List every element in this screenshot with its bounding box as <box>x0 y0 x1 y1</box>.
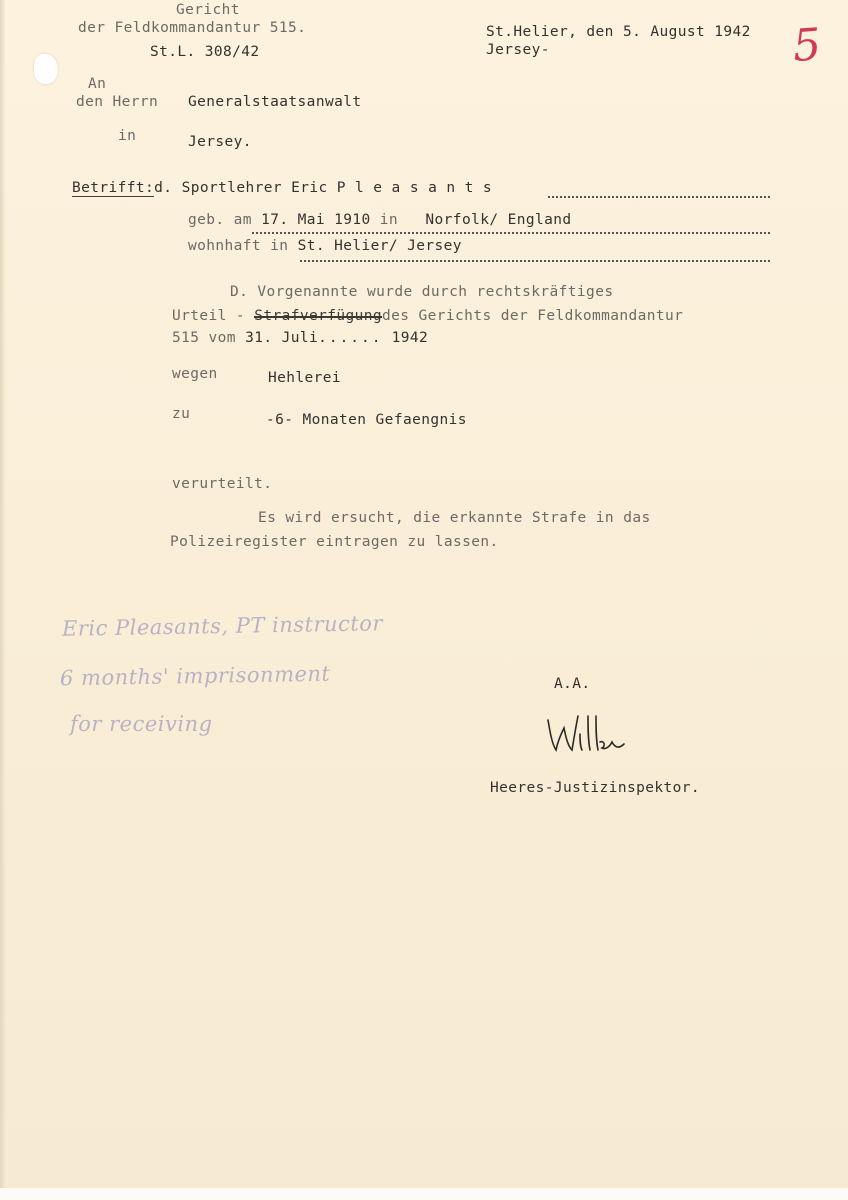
request-line2: Polizeiregister eintragen zu lassen. <box>170 534 499 550</box>
sentence: -6- Monaten Gefaengnis <box>266 412 467 428</box>
addressee-in-label: in <box>118 128 137 144</box>
residence-line <box>188 238 462 254</box>
residence-dotted-line <box>300 260 770 262</box>
court-name-line1: Gericht <box>176 2 240 18</box>
file-reference: St.L. 308/42 <box>150 44 260 60</box>
born-place: Norfolk/ England <box>425 212 572 228</box>
page-number: 5 <box>791 19 823 72</box>
subject-article: d. <box>154 180 173 196</box>
body-line2-prefix: Urteil - <box>172 308 246 324</box>
pencil-note-line3: for receiving <box>70 712 213 736</box>
born-label: geb. am <box>188 212 252 228</box>
birth-dotted-line <box>252 232 770 234</box>
subject-label <box>72 180 492 196</box>
body-line3 <box>172 330 428 346</box>
body-line1: D. Vorgenannte wurde durch rechtskräftiges <box>230 284 614 300</box>
date-fill-dots: ...... <box>318 330 383 346</box>
struck-word: Strafverfügung <box>254 308 383 324</box>
addressee-title: Generalstaatsanwalt <box>188 94 362 110</box>
birth-line <box>188 212 572 228</box>
pencil-note-line2: 6 months' imprisonment <box>59 661 331 691</box>
court-name-line2: der Feldkommandantur 515. <box>78 20 307 36</box>
body-line3-prefix: 515 vom <box>172 330 236 346</box>
signatory-title: Heeres-Justizinspektor. <box>490 780 700 796</box>
body-line2 <box>172 308 683 324</box>
wegen-label: wegen <box>172 366 218 382</box>
born-date: 17. Mai 1910 <box>261 212 371 228</box>
body-line3-year: 1942 <box>391 330 429 346</box>
place-line2: Jersey- <box>486 42 550 58</box>
offence: Hehlerei <box>268 370 342 386</box>
resident-place: St. Helier/ Jersey <box>297 238 462 254</box>
paper-edge-shadow <box>0 0 6 1200</box>
verurteilt: verurteilt. <box>172 476 273 492</box>
request-line1: Es wird ersucht, die erkannte Strafe in das <box>258 510 651 526</box>
handwritten-signature <box>540 710 630 756</box>
addressee-place: Jersey. <box>188 134 252 150</box>
punch-hole <box>34 54 58 84</box>
addressee-den-herrn: den Herrn <box>76 94 159 110</box>
subject-label-text: Betrifft: <box>72 180 155 196</box>
subject-name: Sportlehrer Eric P l e a s a n t s <box>181 180 492 196</box>
resident-label: wohnhaft in <box>188 238 289 254</box>
subject-dotted-line-1 <box>548 196 770 198</box>
aa-label: A.A. <box>554 676 591 692</box>
place-and-date: St.Helier, den 5. August 1942 <box>486 24 751 40</box>
body-line3-date: 31. Juli <box>245 330 319 346</box>
born-in: in <box>379 212 399 228</box>
body-line2-suffix: des Gerichts der Feldkommandantur <box>382 308 684 324</box>
pencil-note-line1: Eric Pleasants, PT instructor <box>61 611 384 641</box>
addressee-an: An <box>88 76 107 92</box>
paper-bottom-edge <box>0 1188 848 1200</box>
zu-label: zu <box>172 406 191 422</box>
